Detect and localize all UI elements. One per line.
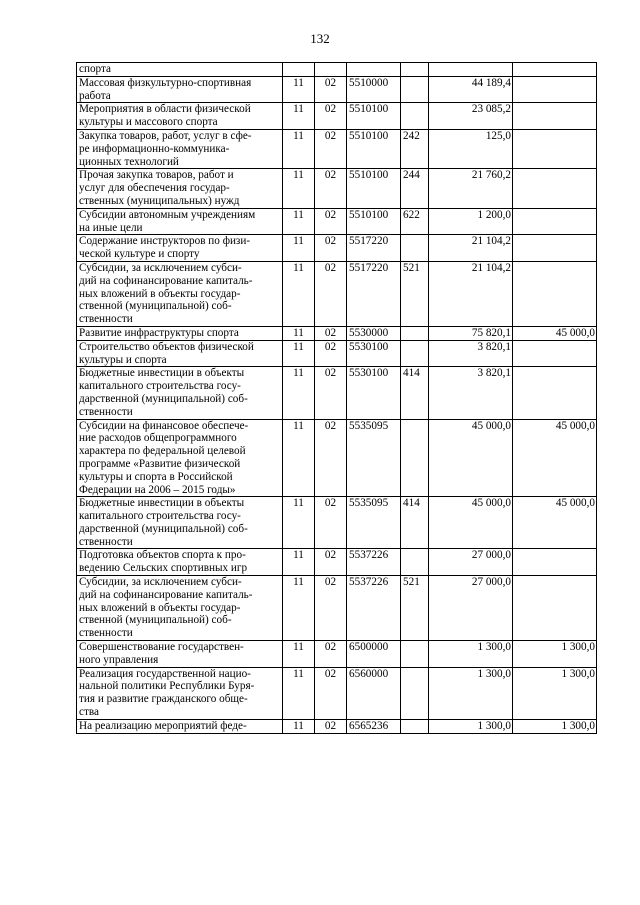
amount-cell: 1 200,0	[429, 208, 513, 235]
subsection-code-cell: 02	[315, 497, 347, 549]
row-name-line: ственных (муниципальных) нужд	[79, 194, 240, 207]
target-article-cell: 5510100	[347, 129, 401, 168]
amount-cell: 21 104,2	[429, 235, 513, 262]
row-name-cell	[77, 667, 283, 719]
expense-type-cell	[401, 719, 429, 733]
target-article-cell	[347, 63, 401, 77]
expense-type-cell	[401, 641, 429, 668]
row-name-line: Строительство объектов физической	[79, 340, 254, 353]
table-row	[77, 367, 597, 419]
section-code-cell: 11	[283, 367, 315, 419]
expense-type-cell	[401, 63, 429, 77]
section-code-cell: 11	[283, 208, 315, 235]
row-name-line: На реализацию мероприятий феде-	[79, 719, 247, 732]
row-name-line: культуры и спорта в Российской	[79, 470, 233, 483]
row-name-cell	[77, 641, 283, 668]
expense-type-cell	[401, 235, 429, 262]
section-code-cell	[283, 63, 315, 77]
amount-cell: 23 085,2	[429, 103, 513, 130]
row-name-line: нальной политики Республики Буря-	[79, 680, 255, 693]
expense-type-cell	[401, 340, 429, 367]
row-name-line: ного управления	[79, 653, 159, 666]
expense-type-cell	[401, 103, 429, 130]
amount-cell: 45 000,0	[429, 419, 513, 497]
section-code-cell: 11	[283, 169, 315, 208]
subsection-code-cell: 02	[315, 103, 347, 130]
row-name-cell	[77, 497, 283, 549]
row-name-line: дий на софинансирование капиталь-	[79, 588, 253, 601]
table-row	[77, 63, 597, 77]
target-article-cell: 5530100	[347, 367, 401, 419]
row-name-cell	[77, 129, 283, 168]
target-article-cell: 5530000	[347, 326, 401, 340]
amount-cell: 21 760,2	[429, 169, 513, 208]
row-name-line: ционных технологий	[79, 155, 179, 168]
target-article-cell: 6565236	[347, 719, 401, 733]
section-code-cell: 11	[283, 419, 315, 497]
federal-amount-cell	[513, 340, 597, 367]
expense-type-cell: 414	[401, 497, 429, 549]
federal-amount-cell	[513, 367, 597, 419]
section-code-cell: 11	[283, 326, 315, 340]
row-name-line: Реализация государственной нацио-	[79, 667, 251, 680]
table-row	[77, 419, 597, 497]
federal-amount-cell	[513, 235, 597, 262]
page-number: 132	[310, 31, 330, 46]
subsection-code-cell: 02	[315, 419, 347, 497]
expense-type-cell	[401, 549, 429, 576]
amount-cell: 3 820,1	[429, 367, 513, 419]
row-name-line: ственности	[79, 535, 133, 548]
amount-cell: 1 300,0	[429, 667, 513, 719]
row-name-cell	[77, 576, 283, 641]
row-name-cell	[77, 103, 283, 130]
table-row	[77, 76, 597, 103]
subsection-code-cell: 02	[315, 340, 347, 367]
table-row	[77, 719, 597, 733]
amount-cell: 1 300,0	[429, 641, 513, 668]
row-name-line: Субсидии, за исключением субси-	[79, 261, 242, 274]
row-name-cell	[77, 76, 283, 103]
amount-cell: 1 300,0	[429, 719, 513, 733]
row-name-line: ре информационно-коммуника-	[79, 142, 230, 155]
federal-amount-cell	[513, 63, 597, 77]
row-name-line: культуры и массового спорта	[79, 116, 218, 129]
section-code-cell: 11	[283, 235, 315, 262]
subsection-code-cell: 02	[315, 235, 347, 262]
target-article-cell: 5517220	[347, 235, 401, 262]
table-row	[77, 261, 597, 326]
subsection-code-cell: 02	[315, 169, 347, 208]
row-name-line: дарственной (муниципальной) соб-	[79, 522, 248, 535]
subsection-code-cell: 02	[315, 208, 347, 235]
target-article-cell: 6500000	[347, 641, 401, 668]
row-name-line: ственности	[79, 627, 133, 640]
amount-cell: 27 000,0	[429, 576, 513, 641]
table-row	[77, 549, 597, 576]
row-name-line: Бюджетные инвестиции в объекты	[79, 497, 245, 510]
section-code-cell: 11	[283, 719, 315, 733]
row-name-line: Субсидии на финансовое обеспече-	[79, 419, 249, 432]
table-row	[77, 169, 597, 208]
section-code-cell: 11	[283, 497, 315, 549]
federal-amount-cell: 1 300,0	[513, 667, 597, 719]
row-name-line: ческой культуре и спорту	[79, 248, 200, 261]
target-article-cell: 5535095	[347, 497, 401, 549]
row-name-cell	[77, 261, 283, 326]
table-row	[77, 576, 597, 641]
row-name-cell	[77, 419, 283, 497]
table-row	[77, 326, 597, 340]
target-article-cell: 5517220	[347, 261, 401, 326]
subsection-code-cell: 02	[315, 129, 347, 168]
row-name-line: Подготовка объектов спорта к про-	[79, 549, 246, 562]
row-name-cell	[77, 367, 283, 419]
amount-cell: 45 000,0	[429, 497, 513, 549]
subsection-code-cell: 02	[315, 326, 347, 340]
amount-cell: 44 189,4	[429, 76, 513, 103]
expense-type-cell: 242	[401, 129, 429, 168]
federal-amount-cell: 45 000,0	[513, 419, 597, 497]
target-article-cell: 5537226	[347, 576, 401, 641]
subsection-code-cell: 02	[315, 549, 347, 576]
federal-amount-cell	[513, 261, 597, 326]
federal-amount-cell	[513, 576, 597, 641]
row-name-line: характера по федеральной целевой	[79, 445, 246, 458]
section-code-cell: 11	[283, 549, 315, 576]
federal-amount-cell	[513, 103, 597, 130]
row-name-line: тия и развитие гражданского обще-	[79, 693, 248, 706]
row-name-line: культуры и спорта	[79, 353, 167, 366]
target-article-cell: 5510100	[347, 208, 401, 235]
section-code-cell: 11	[283, 129, 315, 168]
expense-type-cell: 414	[401, 367, 429, 419]
row-name-line: дий на софинансирование капиталь-	[79, 274, 253, 287]
table-body	[77, 63, 597, 734]
federal-amount-cell: 45 000,0	[513, 497, 597, 549]
target-article-cell: 5510100	[347, 169, 401, 208]
subsection-code-cell: 02	[315, 719, 347, 733]
amount-cell: 75 820,1	[429, 326, 513, 340]
section-code-cell: 11	[283, 340, 315, 367]
table-row	[77, 208, 597, 235]
row-name-line: Субсидии, за исключением субси-	[79, 576, 242, 589]
target-article-cell: 5535095	[347, 419, 401, 497]
amount-cell: 21 104,2	[429, 261, 513, 326]
target-article-cell: 6560000	[347, 667, 401, 719]
row-name-line: капитального строительства госу-	[79, 510, 241, 523]
row-name-line: программе «Развитие физической	[79, 457, 241, 470]
table-row	[77, 340, 597, 367]
row-name-line: дарственной (муниципальной) соб-	[79, 392, 248, 405]
amount-cell	[429, 63, 513, 77]
section-code-cell: 11	[283, 261, 315, 326]
row-name-line: ных вложений в объекты государ-	[79, 601, 241, 614]
row-name-line: Массовая физкультурно-спортивная	[79, 76, 252, 89]
row-name-line: ственности	[79, 405, 133, 418]
row-name-line: Бюджетные инвестиции в объекты	[79, 367, 245, 380]
federal-amount-cell: 45 000,0	[513, 326, 597, 340]
expense-type-cell: 521	[401, 261, 429, 326]
row-name-cell	[77, 208, 283, 235]
row-name-line: ственности	[79, 313, 133, 326]
expense-type-cell: 244	[401, 169, 429, 208]
amount-cell: 3 820,1	[429, 340, 513, 367]
subsection-code-cell: 02	[315, 76, 347, 103]
expense-type-cell	[401, 76, 429, 103]
row-name-line: ных вложений в объекты государ-	[79, 287, 241, 300]
row-name-cell	[77, 326, 283, 340]
table-row	[77, 497, 597, 549]
row-name-line: Прочая закупка товаров, работ и	[79, 169, 234, 182]
row-name-line: капитального строительства госу-	[79, 380, 241, 393]
subsection-code-cell: 02	[315, 367, 347, 419]
row-name-line: ственной (муниципальной) соб-	[79, 614, 232, 627]
federal-amount-cell	[513, 76, 597, 103]
expense-type-cell: 622	[401, 208, 429, 235]
row-name-cell	[77, 235, 283, 262]
row-name-line: на иные цели	[79, 221, 143, 234]
row-name-line: ственной (муниципальной) соб-	[79, 300, 232, 313]
federal-amount-cell	[513, 129, 597, 168]
expense-type-cell	[401, 326, 429, 340]
row-name-cell	[77, 719, 283, 733]
subsection-code-cell: 02	[315, 261, 347, 326]
section-code-cell: 11	[283, 576, 315, 641]
subsection-code-cell: 02	[315, 667, 347, 719]
row-name-line: Совершенствование государствен-	[79, 641, 244, 654]
row-name-line: спорта	[79, 63, 111, 75]
row-name-cell	[77, 63, 283, 77]
expense-type-cell	[401, 667, 429, 719]
section-code-cell: 11	[283, 667, 315, 719]
federal-amount-cell	[513, 169, 597, 208]
federal-amount-cell: 1 300,0	[513, 641, 597, 668]
row-name-line: Закупка товаров, работ, услуг в сфе-	[79, 129, 252, 142]
expense-type-cell	[401, 419, 429, 497]
row-name-line: Содержание инструкторов по физи-	[79, 235, 251, 248]
table-row	[77, 103, 597, 130]
target-article-cell: 5510000	[347, 76, 401, 103]
subsection-code-cell	[315, 63, 347, 77]
row-name-line: ства	[79, 706, 99, 719]
federal-amount-cell: 1 300,0	[513, 719, 597, 733]
subsection-code-cell: 02	[315, 641, 347, 668]
budget-table	[76, 62, 597, 734]
target-article-cell: 5537226	[347, 549, 401, 576]
row-name-line: Субсидии автономным учреждениям	[79, 208, 256, 221]
row-name-cell	[77, 340, 283, 367]
subsection-code-cell: 02	[315, 576, 347, 641]
federal-amount-cell	[513, 549, 597, 576]
section-code-cell: 11	[283, 103, 315, 130]
section-code-cell: 11	[283, 76, 315, 103]
table-row	[77, 129, 597, 168]
row-name-cell	[77, 549, 283, 576]
table-row	[77, 235, 597, 262]
row-name-line: Развитие инфраструктуры спорта	[79, 326, 239, 339]
federal-amount-cell	[513, 208, 597, 235]
row-name-line: услуг для обеспечения государ-	[79, 182, 230, 195]
amount-cell: 125,0	[429, 129, 513, 168]
expense-type-cell: 521	[401, 576, 429, 641]
row-name-line: ние расходов общепрограммного	[79, 432, 237, 445]
row-name-cell	[77, 169, 283, 208]
row-name-line: работа	[79, 89, 111, 102]
amount-cell: 27 000,0	[429, 549, 513, 576]
row-name-line: ведению Сельских спортивных игр	[79, 562, 248, 575]
table-row	[77, 667, 597, 719]
row-name-line: Мероприятия в области физической	[79, 103, 251, 116]
row-name-line: Федерации на 2006 – 2015 годы»	[79, 483, 236, 496]
table-row	[77, 641, 597, 668]
target-article-cell: 5510100	[347, 103, 401, 130]
target-article-cell: 5530100	[347, 340, 401, 367]
section-code-cell: 11	[283, 641, 315, 668]
